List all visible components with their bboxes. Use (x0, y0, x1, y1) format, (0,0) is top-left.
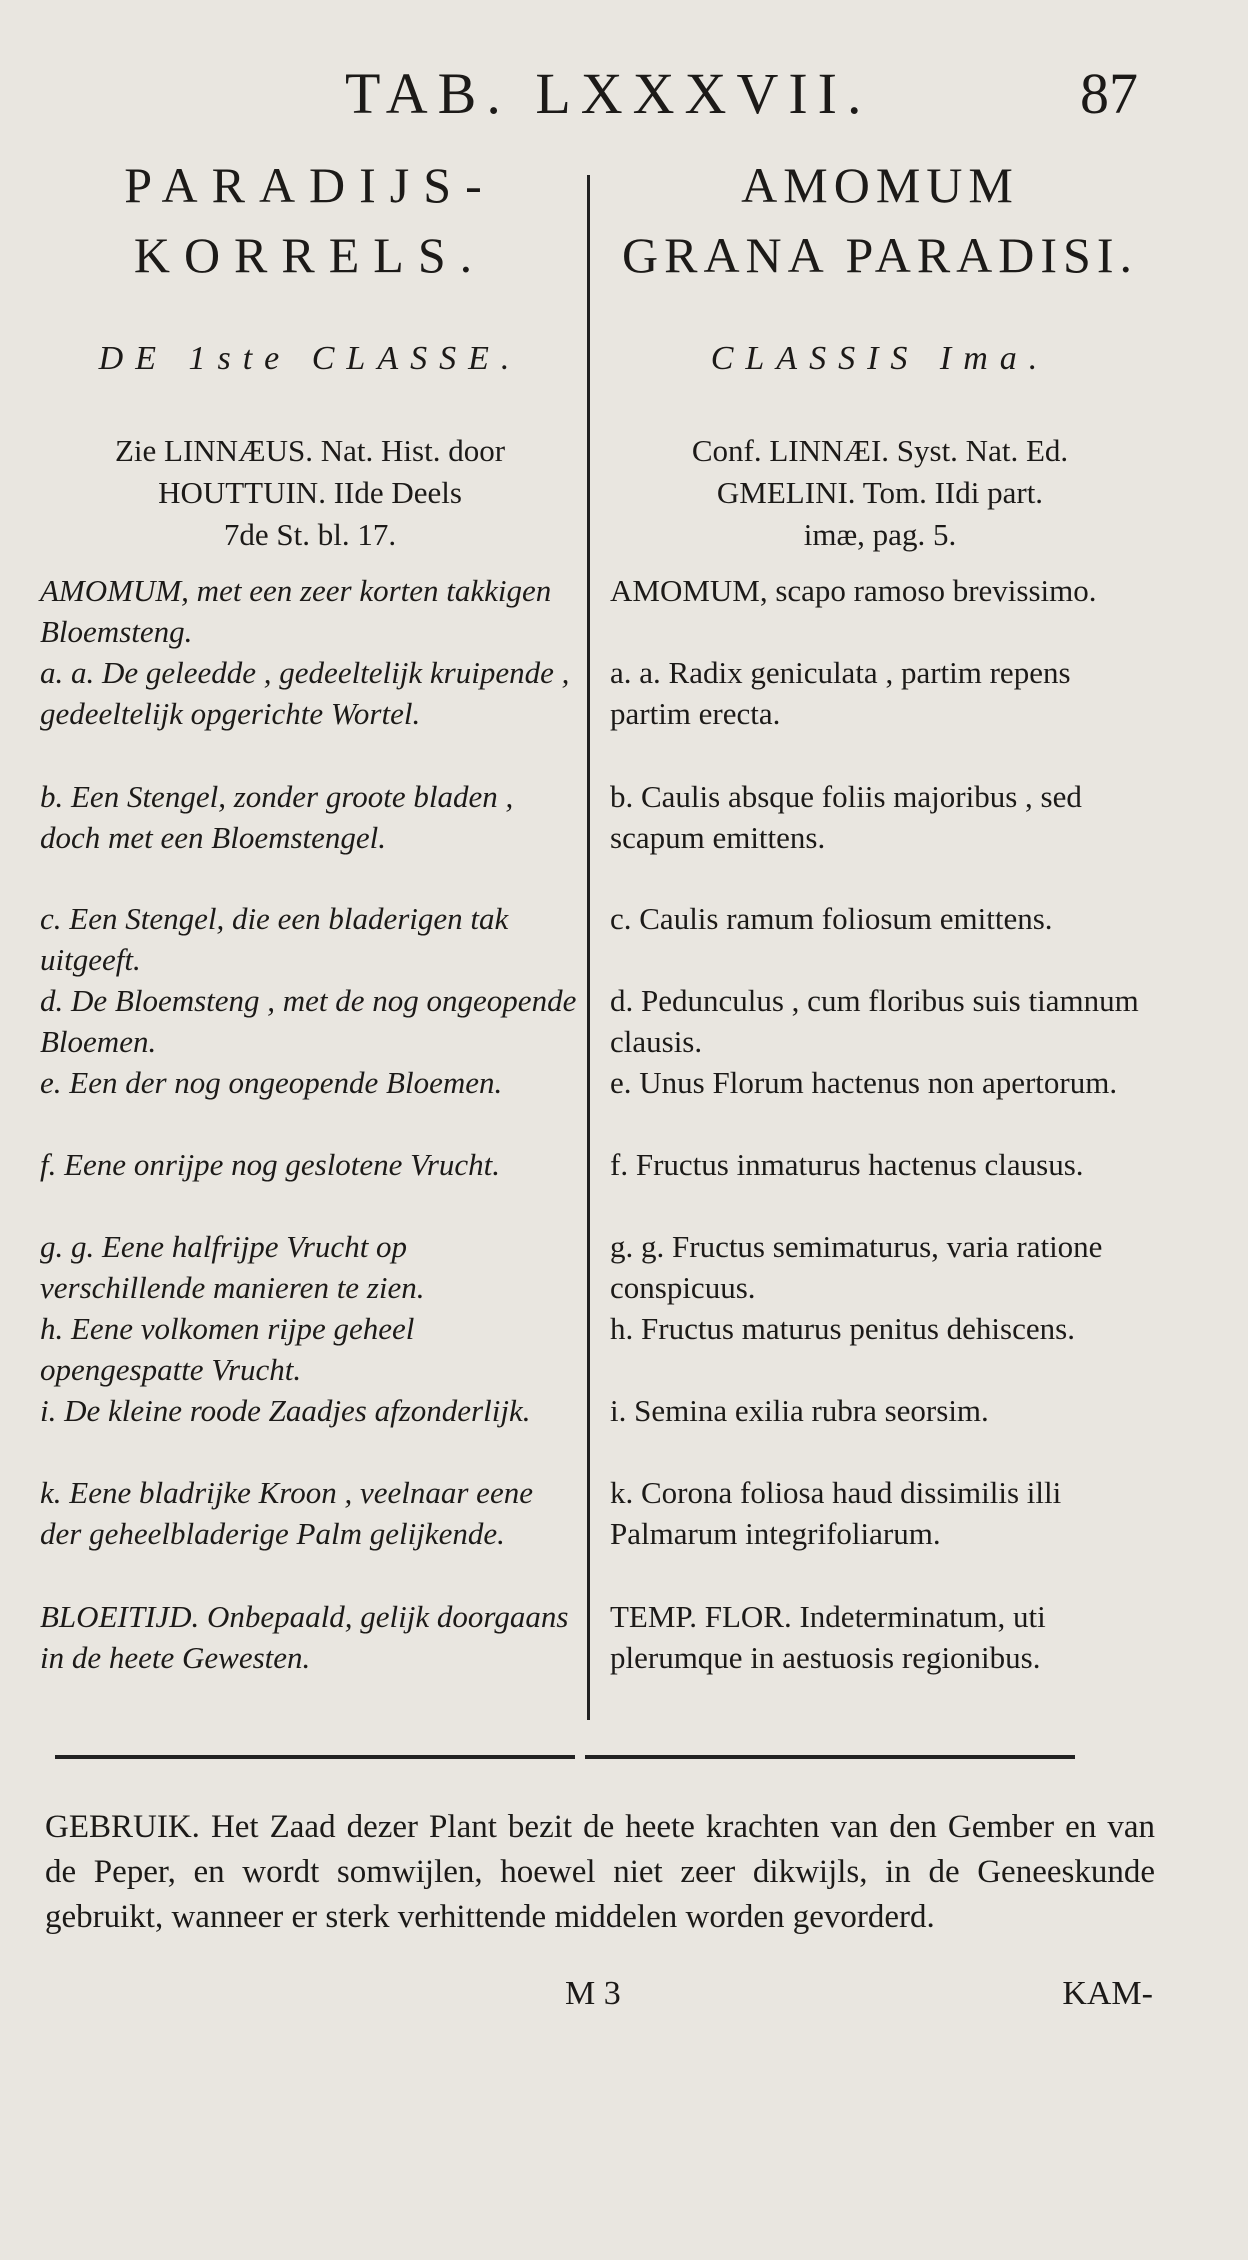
latin-ref-line3: imæ, pag. 5. (803, 517, 957, 552)
latin-entry: e. Unus Florum hactenus non apertorum. (610, 1065, 1118, 1100)
dutch-entry: g. g. Eene halfrijpe Vrucht op verschillende manieren te zien. (40, 1229, 425, 1305)
dutch-entry: c. Een Stengel, die een bladerigen tak uitgeeft. (40, 901, 509, 977)
plate-title: TAB. LXXXVII. (345, 61, 872, 126)
usage-paragraph: GEBRUIK. Het Zaad dezer Plant bezit de heete krachten van den Gember en van de Peper, en wordt somwijlen, hoewel niet zeer dikwijls, in de Geneeskunde gebruikt, wanneer er sterk verhittende middelen worden gevorderd. (45, 1809, 1155, 1935)
latin-entry: c. Caulis ramum foliosum emittens. (610, 901, 1053, 936)
column-divider (587, 175, 590, 1720)
dutch-entry: BLOEITIJD. Onbepaald, gelijk doorgaans in de heete Gewesten. (40, 1599, 569, 1675)
dutch-entry: k. Eene bladrijke Kroon , veelnaar eene der geheelbladerige Palm gelijkende. (40, 1475, 533, 1551)
latin-entry: g. g. Fructus semimaturus, varia ratione conspicuus. (610, 1229, 1103, 1305)
dutch-entry: i. De kleine roode Zaadjes afzonderlijk. (40, 1393, 531, 1428)
latin-title-line1: AMOMUM (741, 157, 1019, 213)
dutch-reference (40, 430, 580, 556)
latin-entry: a. a. Radix geniculata , partim repens partim erecta. (610, 655, 1071, 731)
dutch-entry: b. Een Stengel, zonder groote bladen , doch met een Bloemstengel. (40, 779, 514, 855)
latin-entry: f. Fructus inmaturus hactenus clausus. (610, 1147, 1084, 1182)
latin-entry: d. Pedunculus , cum floribus suis tiamnum clausis. (610, 983, 1139, 1059)
dutch-entry: e. Een der nog ongeopende Bloemen. (40, 1065, 503, 1100)
footer-rule-left (55, 1755, 575, 1759)
latin-entry: AMOMUM, scapo ramoso brevissimo. (610, 573, 1097, 608)
latin-title-line2: GRANA PARADISI. (621, 227, 1139, 283)
latin-entry: k. Corona foliosa haud dissimilis illi Palmarum integrifoliarum. (610, 1475, 1062, 1551)
dutch-column (40, 150, 580, 1675)
dutch-title-line1: PARADIJS- (124, 157, 496, 213)
dutch-classe: DE 1ste CLASSE. (98, 340, 522, 377)
latin-entry: TEMP. FLOR. Indeterminatum, uti plerumque in aestuosis regionibus. (610, 1599, 1046, 1675)
latin-column (610, 150, 1150, 1675)
latin-entry: b. Caulis absque foliis majoribus , sed scapum emittens. (610, 779, 1082, 855)
page-header (0, 60, 1248, 130)
dutch-title-line2: KORRELS. (133, 227, 487, 283)
latin-classis: CLASSIS Ima. (710, 340, 1050, 377)
signature-mark: M 3 (565, 1975, 621, 2012)
dutch-entry: h. Eene volkomen rijpe geheel opengespatte Vrucht. (40, 1311, 415, 1387)
latin-entry: h. Fructus maturus penitus dehiscens. (610, 1311, 1075, 1346)
dutch-entry: a. a. De geleedde , gedeeltelijk kruipende , gedeeltelijk opgerichte Wortel. (40, 655, 570, 731)
dutch-ref-line2: HOUTTUIN. IIde Deels (158, 475, 462, 510)
footer-rule-right (585, 1755, 1075, 1759)
dutch-ref-line3: 7de St. bl. 17. (223, 517, 397, 552)
page-number: 87 (1080, 61, 1138, 126)
dutch-entry: d. De Bloemsteng , met de nog ongeopende Bloemen. (40, 983, 577, 1059)
latin-ref-line2: GMELINI. Tom. IIdi part. (716, 475, 1044, 510)
latin-reference (610, 430, 1150, 556)
dutch-entry: f. Eene onrijpe nog geslotene Vrucht. (40, 1147, 501, 1182)
dutch-entry: AMOMUM, met een zeer korten takkigen Bloemsteng. (40, 573, 552, 649)
latin-ref-line1: Conf. LINNÆI. Syst. Nat. Ed. (691, 433, 1069, 468)
dutch-ref-line1: Zie LINNÆUS. Nat. Hist. door (114, 433, 506, 468)
catchword: KAM- (1062, 1975, 1153, 2012)
latin-entry: i. Semina exilia rubra seorsim. (610, 1393, 989, 1428)
